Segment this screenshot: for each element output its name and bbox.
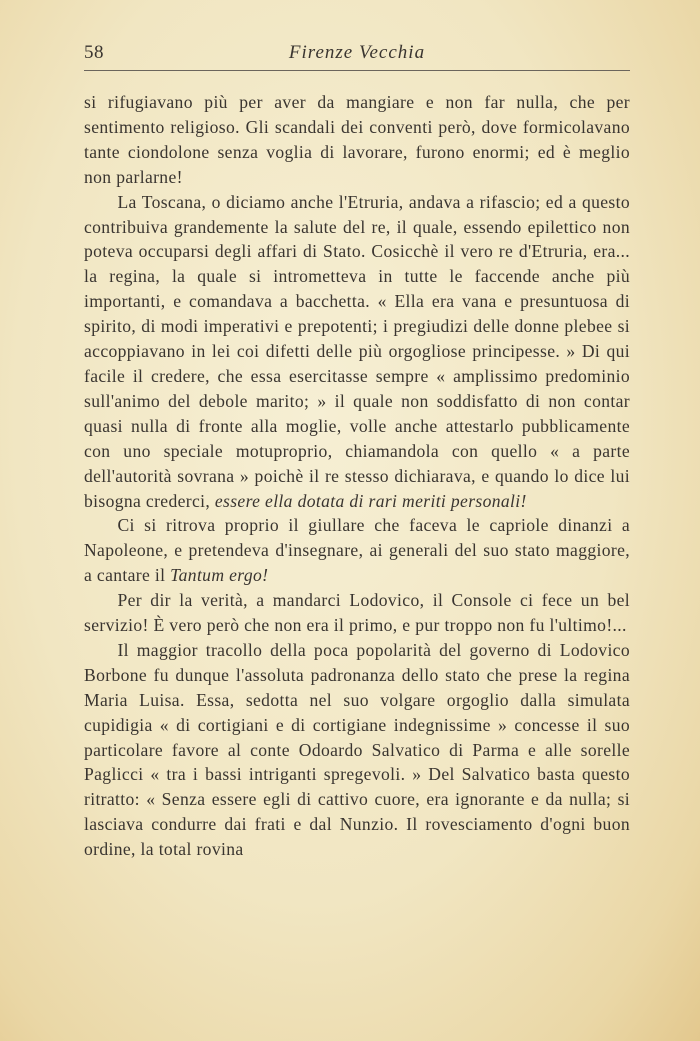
paragraph-2-text: La Toscana, o diciamo anche l'Etruria, andava a rifascio; ed a questo contribuiva grandemente la salute del re, il quale, essendo epilettico non poteva occuparsi degli affari di Stato. Cosicchè il vero re d'Etruria, era... la regina, la quale si intrometteva in tutte le faccende anche più importanti, e comandava a bacchetta. « Ella era vana e presuntuosa di spirito, di modi imperativi e prepotenti; i pregiudizi delle donne plebee si accoppiavano in lei coi difetti delle più orgogliose principesse. » Di qui facile il credere, che essa esercitasse sempre « amplissimo predominio sull'animo del debole marito; » il quale non soddisfatto di non contar quasi nulla di fronte alla moglie, volle anche attestarlo pubblicamente con uno speciale motuproprio, chiamandola con quello « a parte dell'autorità sovrana » poichè il re stesso dichiarava, e quando lo dice lui bisogna crederci, [84, 191, 630, 511]
paragraph-5-text: Il maggior tracollo della poca popolarità del governo di Lodovico Borbone fu dunque l'assoluta padronanza dello stato che prese la regina Maria Luisa. Essa, sedotta nel suo volgare orgoglio dalla simulata cupidigia « di cortigiani e di cortigiane indegnissime » concesse il suo particolare favore al conte Odoardo Salvatico di Parma e alle sorelle Paglicci « tra i bassi intriganti spregevoli. » Del Salvatico basta questo ritratto: « Senza essere egli di cattivo cuore, era ignorante e da nulla; si lasciava condurre dai frati e dal Nunzio. Il rovesciamento d'ogni buon ordine, la total rovina [84, 639, 630, 860]
paragraph-4 [84, 588, 630, 638]
paragraph-4-text: Per dir la verità, a mandarci Lodovico, il Console ci fece un bel servizio! È vero però che non era il primo, e pur troppo non fu l'ultimo!... [84, 590, 630, 636]
paragraph-3 [84, 513, 630, 588]
paragraph-3-italic-title: Tantum ergo! [170, 565, 269, 586]
paragraph-2 [84, 190, 630, 514]
running-title: Firenze Vecchia [288, 42, 426, 63]
paragraph-2-italic-quote: essere ella dotata di rari meriti personali! [214, 490, 527, 511]
running-head [84, 40, 630, 70]
paragraph-5 [84, 638, 630, 862]
paragraph-1 [84, 90, 630, 190]
header-rule [84, 70, 630, 71]
page-number: 58 [84, 42, 104, 63]
body-text [84, 90, 630, 862]
paragraph-1-text: si rifugiavano più per aver da mangiare e non far nulla, che per sentimento religioso. Gli scandali dei conventi però, dove formicolavano tante ciondolone senza voglia di lavorare, furono enormi; ed è meglio non parlarne! [84, 92, 630, 187]
paragraph-3-text: Ci si ritrova proprio il giullare che faceva le capriole dinanzi a Napoleone, e pretendeva d'insegnare, ai generali del suo stato maggiore, a cantare il [84, 515, 630, 586]
